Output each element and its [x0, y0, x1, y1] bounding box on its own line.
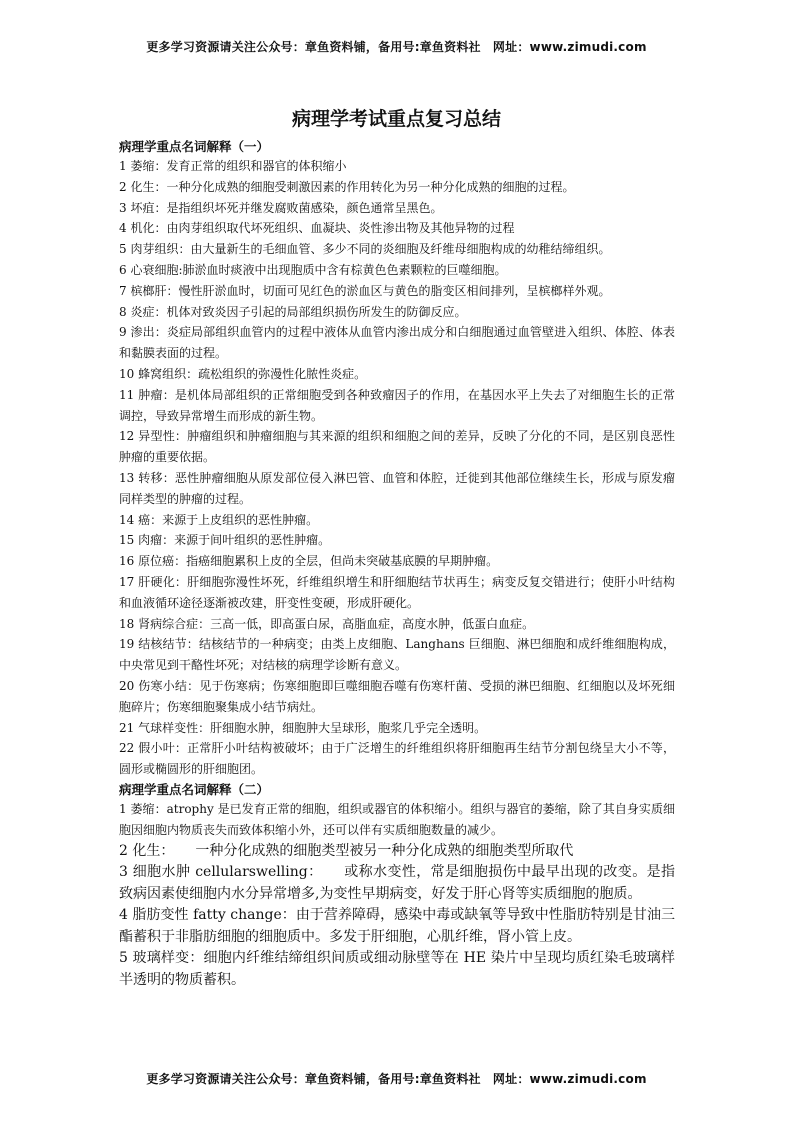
- definition-item: 6 心衰细胞:肺淤血时痰液中出现胞质中含有棕黄色色素颗粒的巨噬细胞。: [119, 262, 507, 277]
- definition-item: 3 细胞水肿 cellularswelling： 或称水变性，常是细胞损伤中最早出现的改变。是指致病因素使细胞内水分异常增多,为变性早期病变，好发于肝心肾等实质细胞的胞质。: [119, 864, 675, 902]
- definition-item: 1 萎缩：发育正常的组织和器官的体积缩小: [119, 159, 347, 173]
- definition-item: 13 转移：恶性肿瘤细胞从原发部位侵入淋巴管、血管和体腔，迁徙到其他部位继续生长，形成与原发瘤同样类型的肿瘤的过程。: [119, 470, 675, 506]
- definition-item: 17 肝硬化：肝细胞弥漫性坏死，纤维组织增生和肝细胞结节状再生；病变反复交错进行；使肝小叶结构和血液循环途径逐渐被改建，肝变性变硬，形成肝硬化。: [119, 574, 675, 610]
- definition-item: 16 原位癌：指癌细胞累积上皮的全层，但尚未突破基底膜的早期肿瘤。: [119, 554, 499, 569]
- definition-item: 12 异型性：肿瘤组织和肿瘤细胞与其来源的组织和细胞之间的差异，反映了分化的不同，是区别良恶性肿瘤的重要依据。: [119, 429, 675, 465]
- header-banner: 更多学习资源请关注公众号：章鱼资料铺，备用号:章鱼资料社 网址：www.zimudi.com: [146, 40, 647, 54]
- definition-item: 4 机化：由肉芽组织取代坏死组织、血凝块、炎性渗出物及其他异物的过程: [119, 221, 515, 236]
- section-heading: 病理学重点名词解释（一）: [119, 139, 270, 154]
- definition-item: 19 结核结节：结核结节的一种病变；由类上皮细胞、Langhans 巨细胞、淋巴细胞和成纤维细胞构成，中央常见到干酪性坏死；对结核的病理学诊断有意义。: [119, 637, 675, 673]
- document-body: [119, 137, 675, 991]
- definition-item: 11 肿瘤：是机体局部组织的正常细胞受到各种致瘤因子的作用，在基因水平上失去了对细胞生长的正常调控，导致异常增生而形成的新生物。: [119, 387, 675, 423]
- definition-item: 14 癌：来源于上皮组织的恶性肿瘤。: [119, 512, 319, 527]
- definition-item: 4 脂肪变性 fatty change：由于营养障碍，感染中毒或缺氧等导致中性脂肪特别是甘油三酯蓄积于非脂肪细胞的细胞质中。多发于肝细胞，心肌纤维，肾小管上皮。: [119, 907, 675, 945]
- definition-item: 8 炎症：机体对致炎因子引起的局部组织损伤所发生的防御反应。: [119, 304, 467, 319]
- definition-item: 3 坏疽：是指组织坏死并继发腐败菌感染，颜色通常呈黑色。: [119, 200, 443, 215]
- definition-item: 20 伤寒小结：见于伤寒病；伤寒细胞即巨噬细胞吞噬有伤寒杆菌、受损的淋巴细胞、红细胞以及坏死细胞碎片；伤寒细胞聚集成小结节病灶。: [119, 678, 675, 714]
- definition-item: 10 蜂窝组织：疏松组织的弥漫性化脓性炎症。: [119, 366, 367, 381]
- page-title: 病理学考试重点复习总结: [291, 108, 501, 130]
- definition-item: 2 化生： 一种分化成熟的细胞类型被另一种分化成熟的细胞类型所取代: [119, 842, 574, 859]
- definition-item: 1 萎缩：atrophy 是已发育正常的细胞，组织或器官的体积缩小。组织与器官的萎缩，除了其自身实质细胞因细胞内物质丧失而致体积缩小外，还可以伴有实质细胞数量的减少。: [119, 801, 675, 837]
- definition-item: 15 肉瘤：来源于间叶组织的恶性肿瘤。: [119, 533, 331, 548]
- definition-item: 21 气球样变性：肝细胞水肿，细胞肿大呈球形，胞浆几乎完全透明。: [119, 720, 487, 735]
- section-heading: 病理学重点名词解释（二）: [119, 781, 270, 797]
- definition-item: 5 玻璃样变：细胞内纤维结缔组织间质或细动脉壁等在 HE 染片中呈现均质红染毛玻璃样半透明的物质蓄积。: [119, 950, 675, 988]
- definition-item: 7 槟榔肝：慢性肝淤血时，切面可见红色的淤血区与黄色的脂变区相间排列，呈槟榔样外观。: [119, 283, 611, 298]
- definition-item: 5 肉芽组织：由大量新生的毛细血管、多少不同的炎细胞及纤维母细胞构成的幼稚结缔组织。: [119, 242, 611, 257]
- footer-banner: 更多学习资源请关注公众号：章鱼资料铺，备用号:章鱼资料社 网址：www.zimudi.com: [146, 1072, 647, 1086]
- definition-item: 18 肾病综合症：三高一低，即高蛋白尿，高脂血症，高度水肿，低蛋白血症。: [119, 616, 535, 631]
- definition-item: 9 渗出：炎症局部组织血管内的过程中液体从血管内渗出成分和白细胞通过血管壁进入组织、体腔、体表和黏膜表面的过程。: [119, 325, 675, 361]
- definition-item: 22 假小叶：正常肝小叶结构被破坏；由于广泛增生的纤维组织将肝细胞再生结节分割包绕呈大小不等，圆形或椭圆形的肝细胞团。: [119, 741, 675, 777]
- definition-item: 2 化生：一种分化成熟的细胞受刺激因素的作用转化为另一种分化成熟的细胞的过程。: [119, 179, 575, 194]
